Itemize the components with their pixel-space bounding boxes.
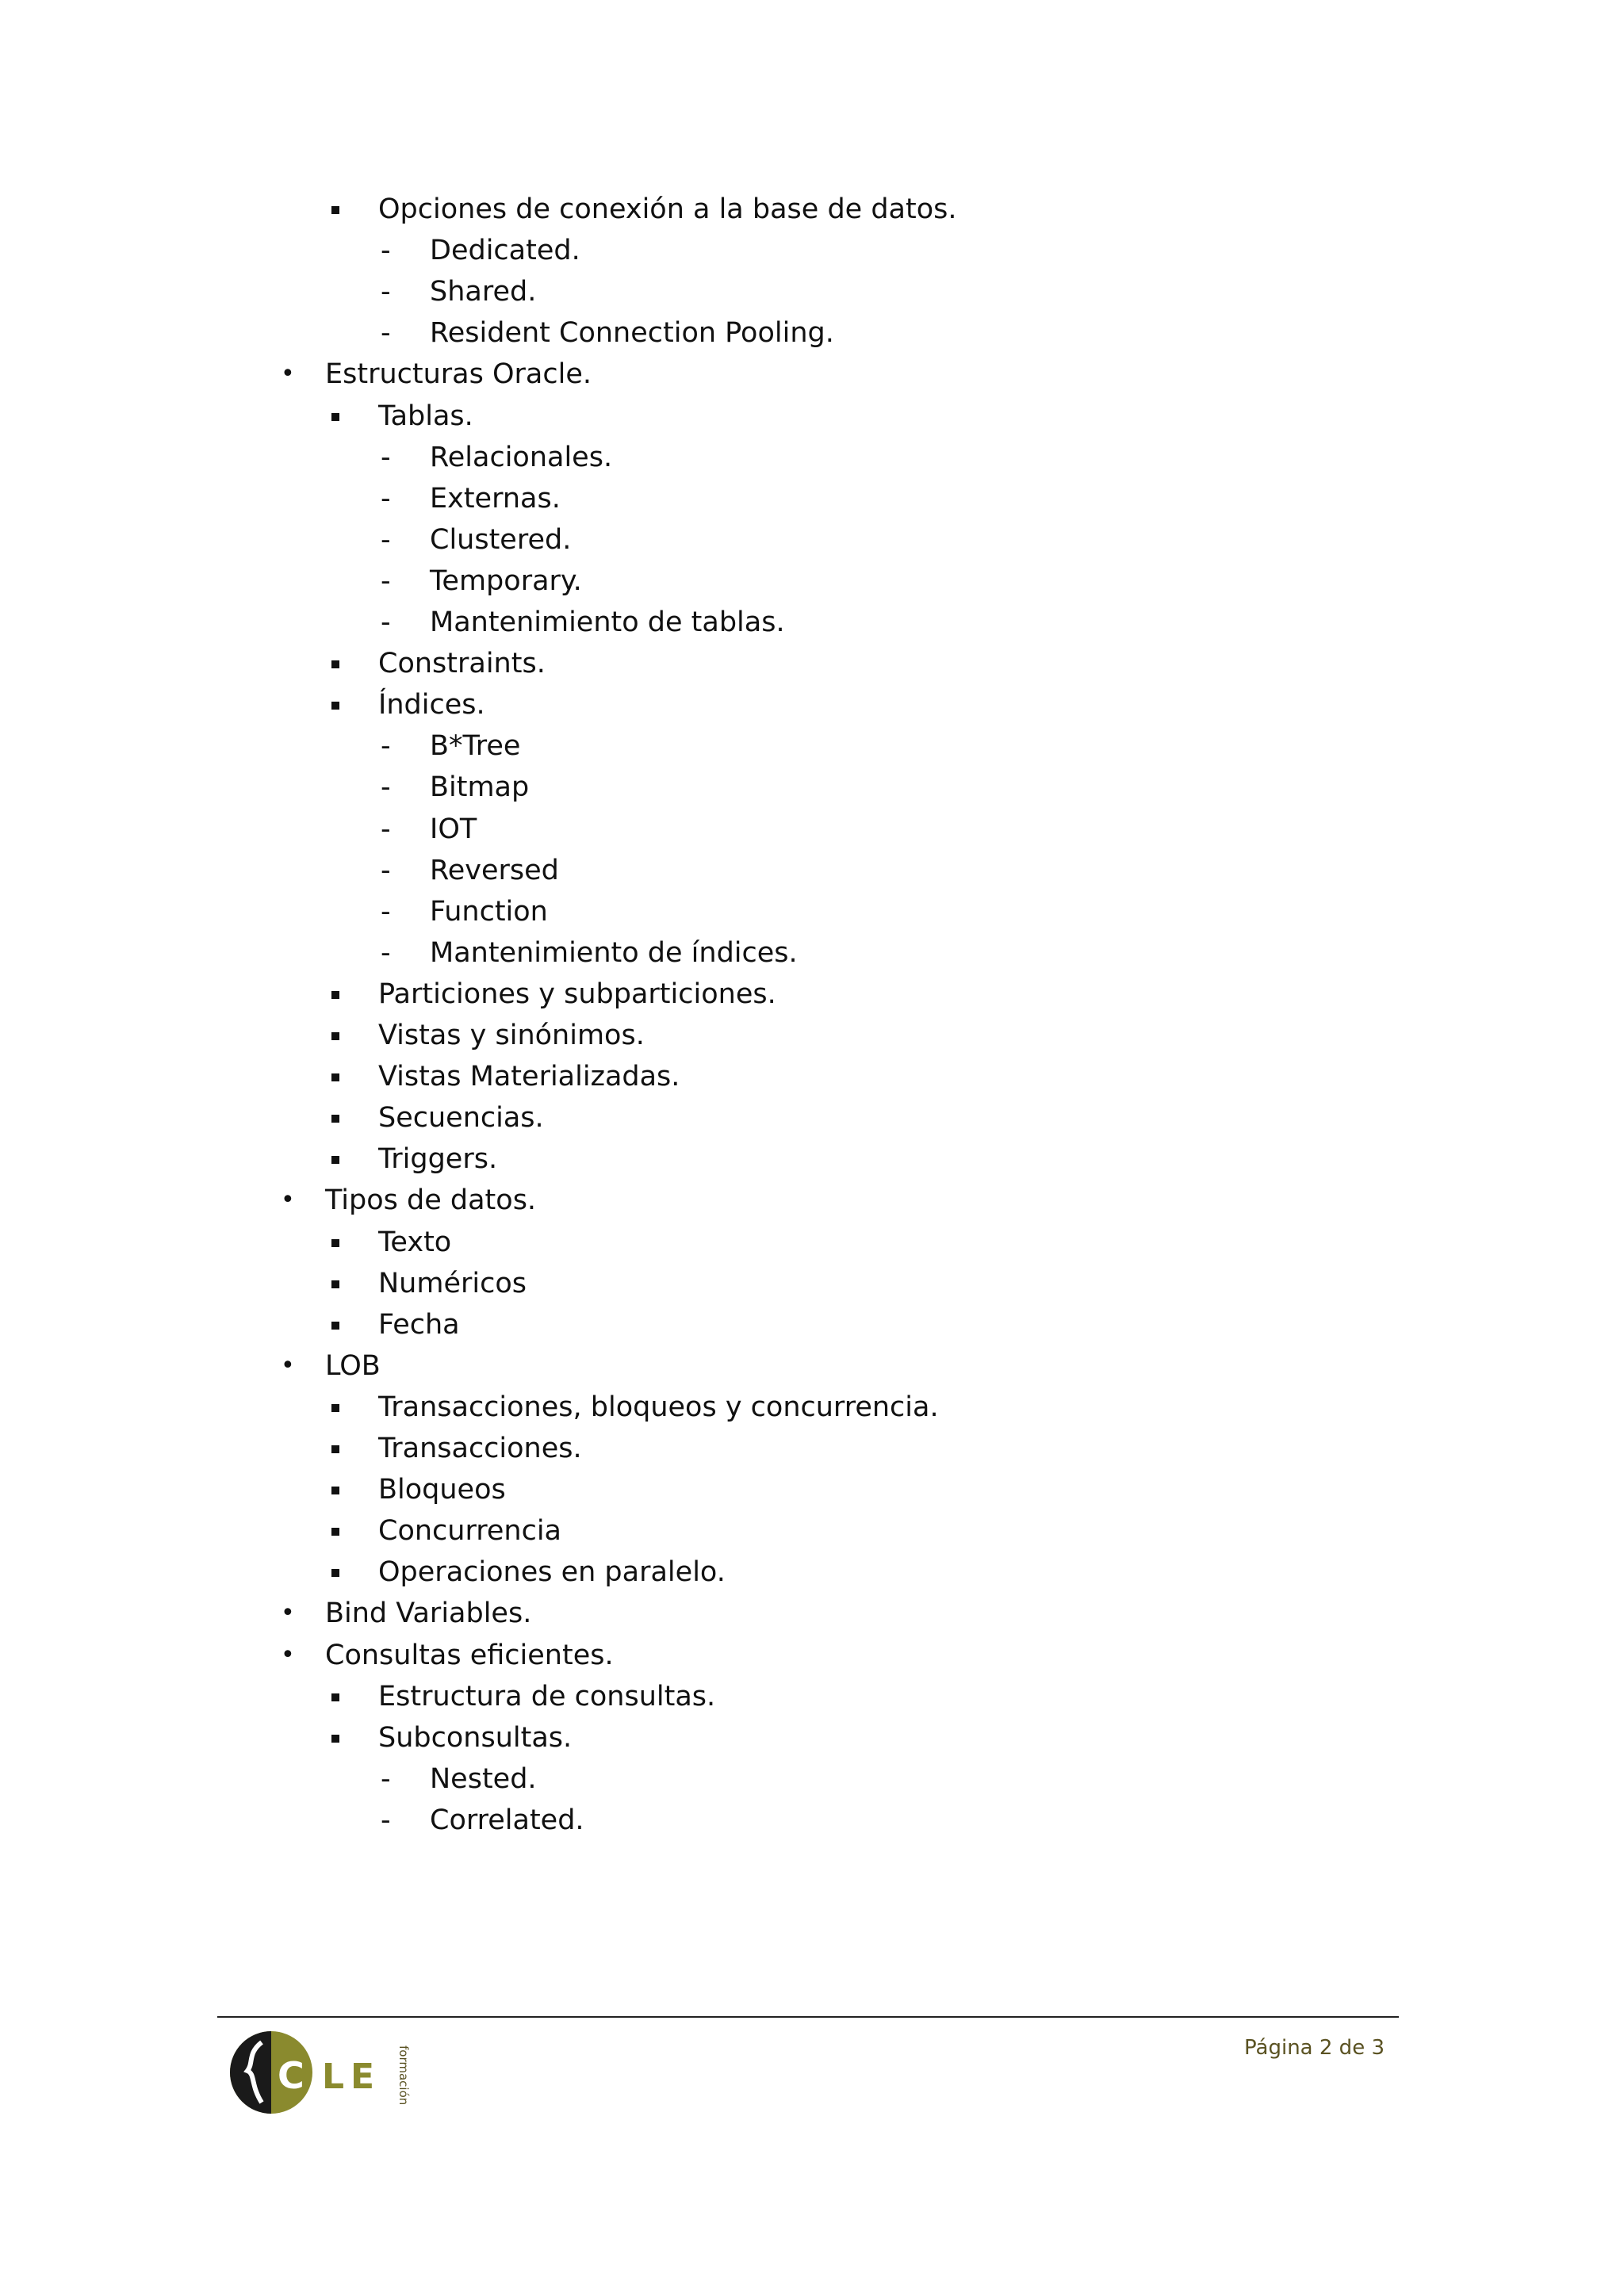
bullet-square-icon (331, 702, 339, 710)
bullet-dash-icon: - (381, 1804, 391, 1836)
outline-item-text: Opciones de conexión a la base de datos. (378, 193, 957, 225)
bullet-dash-icon: - (381, 482, 391, 515)
bullet-dash-icon: - (381, 523, 391, 556)
outline-item-text: LOB (325, 1349, 381, 1382)
bullet-dash-icon: - (381, 771, 391, 804)
bullet-dash-icon: - (381, 276, 391, 308)
outline-item-text: Particiones y subparticiones. (378, 978, 776, 1010)
outline-item-text: Bloqueos (378, 1474, 506, 1506)
bullet-square-icon (331, 1404, 339, 1412)
outline-item-text: Mantenimiento de tablas. (430, 607, 785, 638)
bullet-square-icon (331, 1569, 339, 1577)
bullet-square-icon (331, 1693, 339, 1701)
outline-item-text: Triggers. (378, 1143, 498, 1176)
outline-item-text: Numéricos (378, 1267, 527, 1299)
outline-item-text: Clustered. (430, 523, 572, 556)
bullet-square-icon (331, 1115, 339, 1123)
bullet-square-icon (331, 1322, 339, 1330)
outline-item-text: Estructuras Oracle. (325, 358, 592, 391)
outline-item-text: Tablas. (378, 400, 473, 432)
outline-item-text: Operaciones en paralelo. (378, 1556, 726, 1589)
outline-item-text: Tipos de datos. (325, 1184, 537, 1217)
bullet-dash-icon: - (381, 936, 391, 969)
cle-logo (230, 2026, 420, 2122)
bullet-dot-icon: • (281, 1351, 295, 1380)
bullet-square-icon (331, 1528, 339, 1536)
outline-item-text: Temporary. (430, 564, 582, 597)
outline-item-text: Dedicated. (430, 235, 580, 267)
outline-item-text: Mantenimiento de índices. (430, 936, 798, 969)
bullet-dash-icon: - (381, 607, 391, 638)
outline-item-text: Externas. (430, 482, 561, 515)
bullet-square-icon (331, 1445, 339, 1453)
bullet-square-icon (331, 1487, 339, 1494)
bullet-dash-icon: - (381, 813, 391, 845)
logo-letter-c: C (278, 2054, 304, 2097)
bullet-square-icon (331, 206, 339, 214)
bullet-dash-icon: - (381, 730, 391, 763)
bullet-square-icon (331, 991, 339, 999)
outline-item-text: Bitmap (430, 771, 530, 804)
bullet-dash-icon: - (381, 1762, 391, 1795)
page-number: Página 2 de 3 (1244, 2036, 1385, 2060)
outline-item-text: Reversed (430, 854, 559, 886)
bullet-dash-icon: - (381, 235, 391, 267)
bullet-dash-icon: - (381, 895, 391, 928)
outline-item-text: Estructura de consultas. (378, 1680, 716, 1712)
bullet-square-icon (331, 1239, 339, 1247)
outline-item-text: Resident Connection Pooling. (430, 317, 834, 350)
outline-item-text: Índices. (378, 689, 485, 721)
outline-item-text: Function (430, 895, 548, 928)
bullet-square-icon (331, 1735, 339, 1743)
outline-item-text: Vistas Materializadas. (378, 1061, 680, 1093)
logo-subtext: formación (396, 2045, 411, 2106)
footer-divider (217, 2016, 1399, 2018)
outline-item-text: Shared. (430, 276, 537, 308)
outline-item-text: Consultas eficientes. (325, 1639, 614, 1671)
outline-item-text: Correlated. (430, 1804, 584, 1836)
bullet-square-icon (331, 1156, 339, 1164)
outline-item-text: Transacciones. (378, 1433, 582, 1464)
bullet-square-icon (331, 1280, 339, 1288)
bullet-square-icon (331, 413, 339, 421)
bullet-dash-icon: - (381, 441, 391, 473)
bullet-square-icon (331, 1032, 339, 1040)
outline-item-text: Bind Variables. (325, 1598, 532, 1630)
bullet-dash-icon: - (381, 317, 391, 350)
bullet-dot-icon: • (281, 360, 295, 388)
bullet-dot-icon: • (281, 1599, 295, 1628)
outline-item-text: Texto (378, 1226, 452, 1258)
outline-item-text: Constraints. (378, 648, 546, 680)
outline-item-text: B*Tree (430, 730, 521, 763)
outline-item-text: Vistas y sinónimos. (378, 1020, 645, 1051)
outline-item-text: Subconsultas. (378, 1721, 573, 1754)
bullet-dot-icon: • (281, 1640, 295, 1669)
bullet-square-icon (331, 1073, 339, 1081)
bullet-dash-icon: - (381, 854, 391, 886)
bullet-dash-icon: - (381, 564, 391, 597)
outline-item-text: Concurrencia (378, 1515, 561, 1548)
outline-item-text: Fecha (378, 1308, 460, 1341)
outline-item-text: IOT (430, 813, 477, 845)
outline-item-text: Transacciones, bloqueos y concurrencia. (378, 1391, 939, 1423)
outline-item-text: Relacionales. (430, 441, 613, 473)
bullet-square-icon (331, 660, 339, 668)
outline-item-text: Nested. (430, 1762, 537, 1795)
logo-letters: LE (322, 2057, 381, 2097)
bullet-dot-icon: • (281, 1186, 295, 1215)
outline-item-text: Secuencias. (378, 1102, 544, 1135)
